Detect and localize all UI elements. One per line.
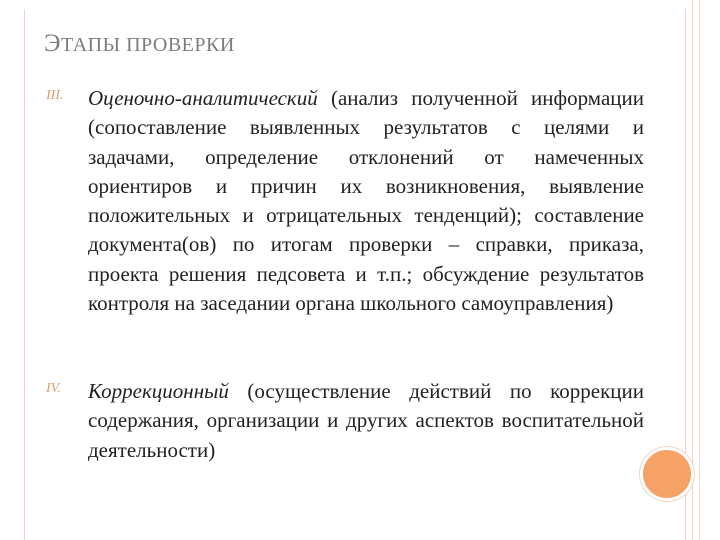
decorative-circle [640,447,694,501]
list-item-marker: III. [46,88,64,103]
slide-border-line [692,0,693,540]
list-item-body: (анализ полученной информации (сопоставление выявленных результатов с целями и задачами, определение отклонений от намеченных ориентиров и причин их возникновения, выявление положительных и отрицательных тенденций); составление документа(ов) по итогам проверки – справки, приказа, проекта решения педсовета и т.п.; обсуждение результатов контроля на заседании органа школьного самоуправления) [88,86,644,316]
list-item-emphasis: Оценочно-аналитический [88,86,318,110]
list-item-marker: IV. [46,381,61,396]
list-item-text [88,84,644,318]
list-item-text [88,377,644,465]
list-item-body: (осуществление действий по коррекции содержания, организации и других аспектов воспитательной деятельности) [88,379,644,462]
slide-title-first-letter: Э [44,30,62,57]
slide-border-line-outer [699,0,700,540]
list-item-emphasis: Коррекционный [88,379,229,403]
slide-title-rest: ТАПЫ ПРОВЕРКИ [61,34,235,56]
slide-title [44,30,235,58]
